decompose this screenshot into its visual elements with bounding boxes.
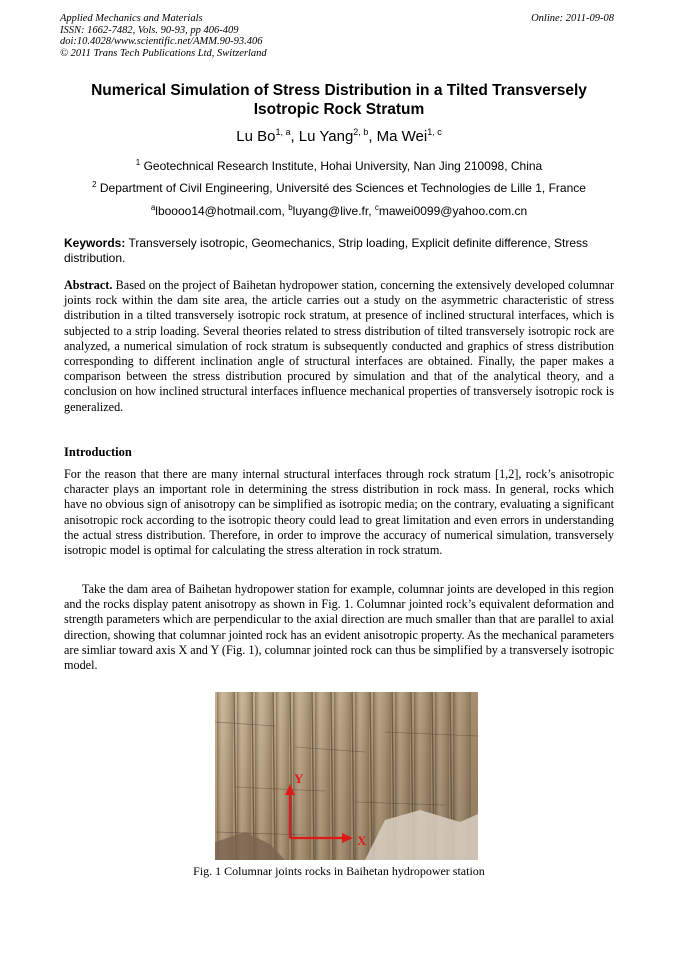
email-line: $^a$lboooo14@hotmail.com, $^b$luyang@live.fr, $^c$mawei0099@yahoo.com.cn bbox=[150, 203, 528, 218]
section-heading-introduction: Introduction bbox=[64, 445, 132, 459]
columnar-rock-photo bbox=[215, 692, 478, 860]
email-3[interactable]: mawei0099@yahoo.com.cn bbox=[378, 204, 528, 218]
abstract bbox=[64, 278, 614, 415]
title-line-2: Isotropic Rock Stratum bbox=[253, 101, 425, 118]
keywords-text: Transversely isotropic, Geomechanics, Strip loading, Explicit definite difference, Stress distribution. bbox=[64, 236, 589, 265]
intro-paragraph-1: For the reason that there are many internal structural interfaces through rock stratum [1,2], rock’s anisotropic character plays an important role in determining the stress distribution in rock mass. In general, rocks which have no obvious sign of anisotropy can be simplified as isotropic media; on the contrary, evaluating a significant anisotropic rock according to the isotropic theory could lead to great limitation and even errors in understanding the actual stress distribution. Therefore, in order to improve the accuracy of numerical simulation, transversely isotropic model is optimal for calculating the stress alteration in rock stratum. bbox=[64, 467, 614, 558]
journal-name: Applied Mechanics and Materials bbox=[60, 13, 203, 24]
keywords-label: Keywords: bbox=[64, 236, 126, 250]
axis-y-label: Y bbox=[294, 771, 304, 786]
title-line-1: Numerical Simulation of Stress Distribution in a Tilted Transversely bbox=[91, 82, 587, 99]
affiliation-2: $^2$ Department of Civil Engineering, Université des Sciences et Technologies de Lille 1, France bbox=[92, 180, 586, 195]
author-1: Lu Bo$^{1, a}$, bbox=[236, 127, 299, 145]
figure-1-caption: Fig. 1 Columnar joints rocks in Baihetan hydropower station bbox=[193, 864, 485, 878]
author-list bbox=[60, 123, 618, 146]
doi: doi:10.4028/www.scientific.net/AMM.90-93.406 bbox=[60, 36, 263, 47]
journal-info bbox=[60, 13, 267, 59]
axis-x-label: X bbox=[357, 833, 367, 848]
figure-1 bbox=[215, 692, 478, 860]
abstract-label: Abstract. bbox=[64, 278, 113, 292]
running-header bbox=[60, 13, 614, 59]
paper-title bbox=[60, 81, 618, 119]
copyright: © 2011 Trans Tech Publications Ltd, Switzerland bbox=[60, 47, 267, 59]
author-3: Ma Wei$^{1, c}$ bbox=[376, 127, 442, 145]
online-date: Online: 2011-09-08 bbox=[531, 13, 614, 24]
intro-paragraph-2: Take the dam area of Baihetan hydropower station for example, columnar joints are developed in this region and the rocks display patent anisotropy as shown in Fig. 1. Columnar jointed rock’s equivalent deformation and strength parameters which are perpendicular to the axial direction are much smaller than that are parallel to axial direction, showing that columnar jointed rock has an evident anisotropic property. As the mechanical parameters are simliar toward axis X and Y (Fig. 1), columnar jointed rock can thus be simplified by a transversely isotropic model. bbox=[64, 582, 614, 673]
issn: ISSN: 1662-7482, Vols. 90-93, pp 406-409 bbox=[60, 24, 239, 36]
abstract-text: Based on the project of Baihetan hydropower station, concerning the extensively developed columnar joints rock within the dam site area, the article carries out a study on the asymmetric characteristic of stress distribution in a tilted transversely isotropic rock stratum, at presence of inclined structural interfaces, which is subjected to a strip loading. Several theories related to stress distribution of tilted transversely isotropic rock are analyzed, a numerical simulation of rock stratum is subsequently conducted and graphics of stress distribution corresponding to different inclination angle of structural interfaces are obtained. Finally, the paper makes a comparison between the stress distribution procured by simulation and that of the analytical theory, and a conclusion on how inclined structural interfaces influence mechanical properties of transversely isotropic rock is generalized. bbox=[64, 278, 615, 414]
email-1[interactable]: lboooo14@hotmail.com, bbox=[155, 204, 289, 218]
keywords bbox=[64, 236, 614, 266]
email-2[interactable]: luyang@live.fr, bbox=[292, 204, 375, 218]
affiliation-1: $^1$ Geotechnical Research Institute, Hohai University, Nan Jing 210098, China bbox=[135, 158, 543, 173]
author-2: Lu Yang$^{2, b}$, bbox=[298, 127, 377, 145]
